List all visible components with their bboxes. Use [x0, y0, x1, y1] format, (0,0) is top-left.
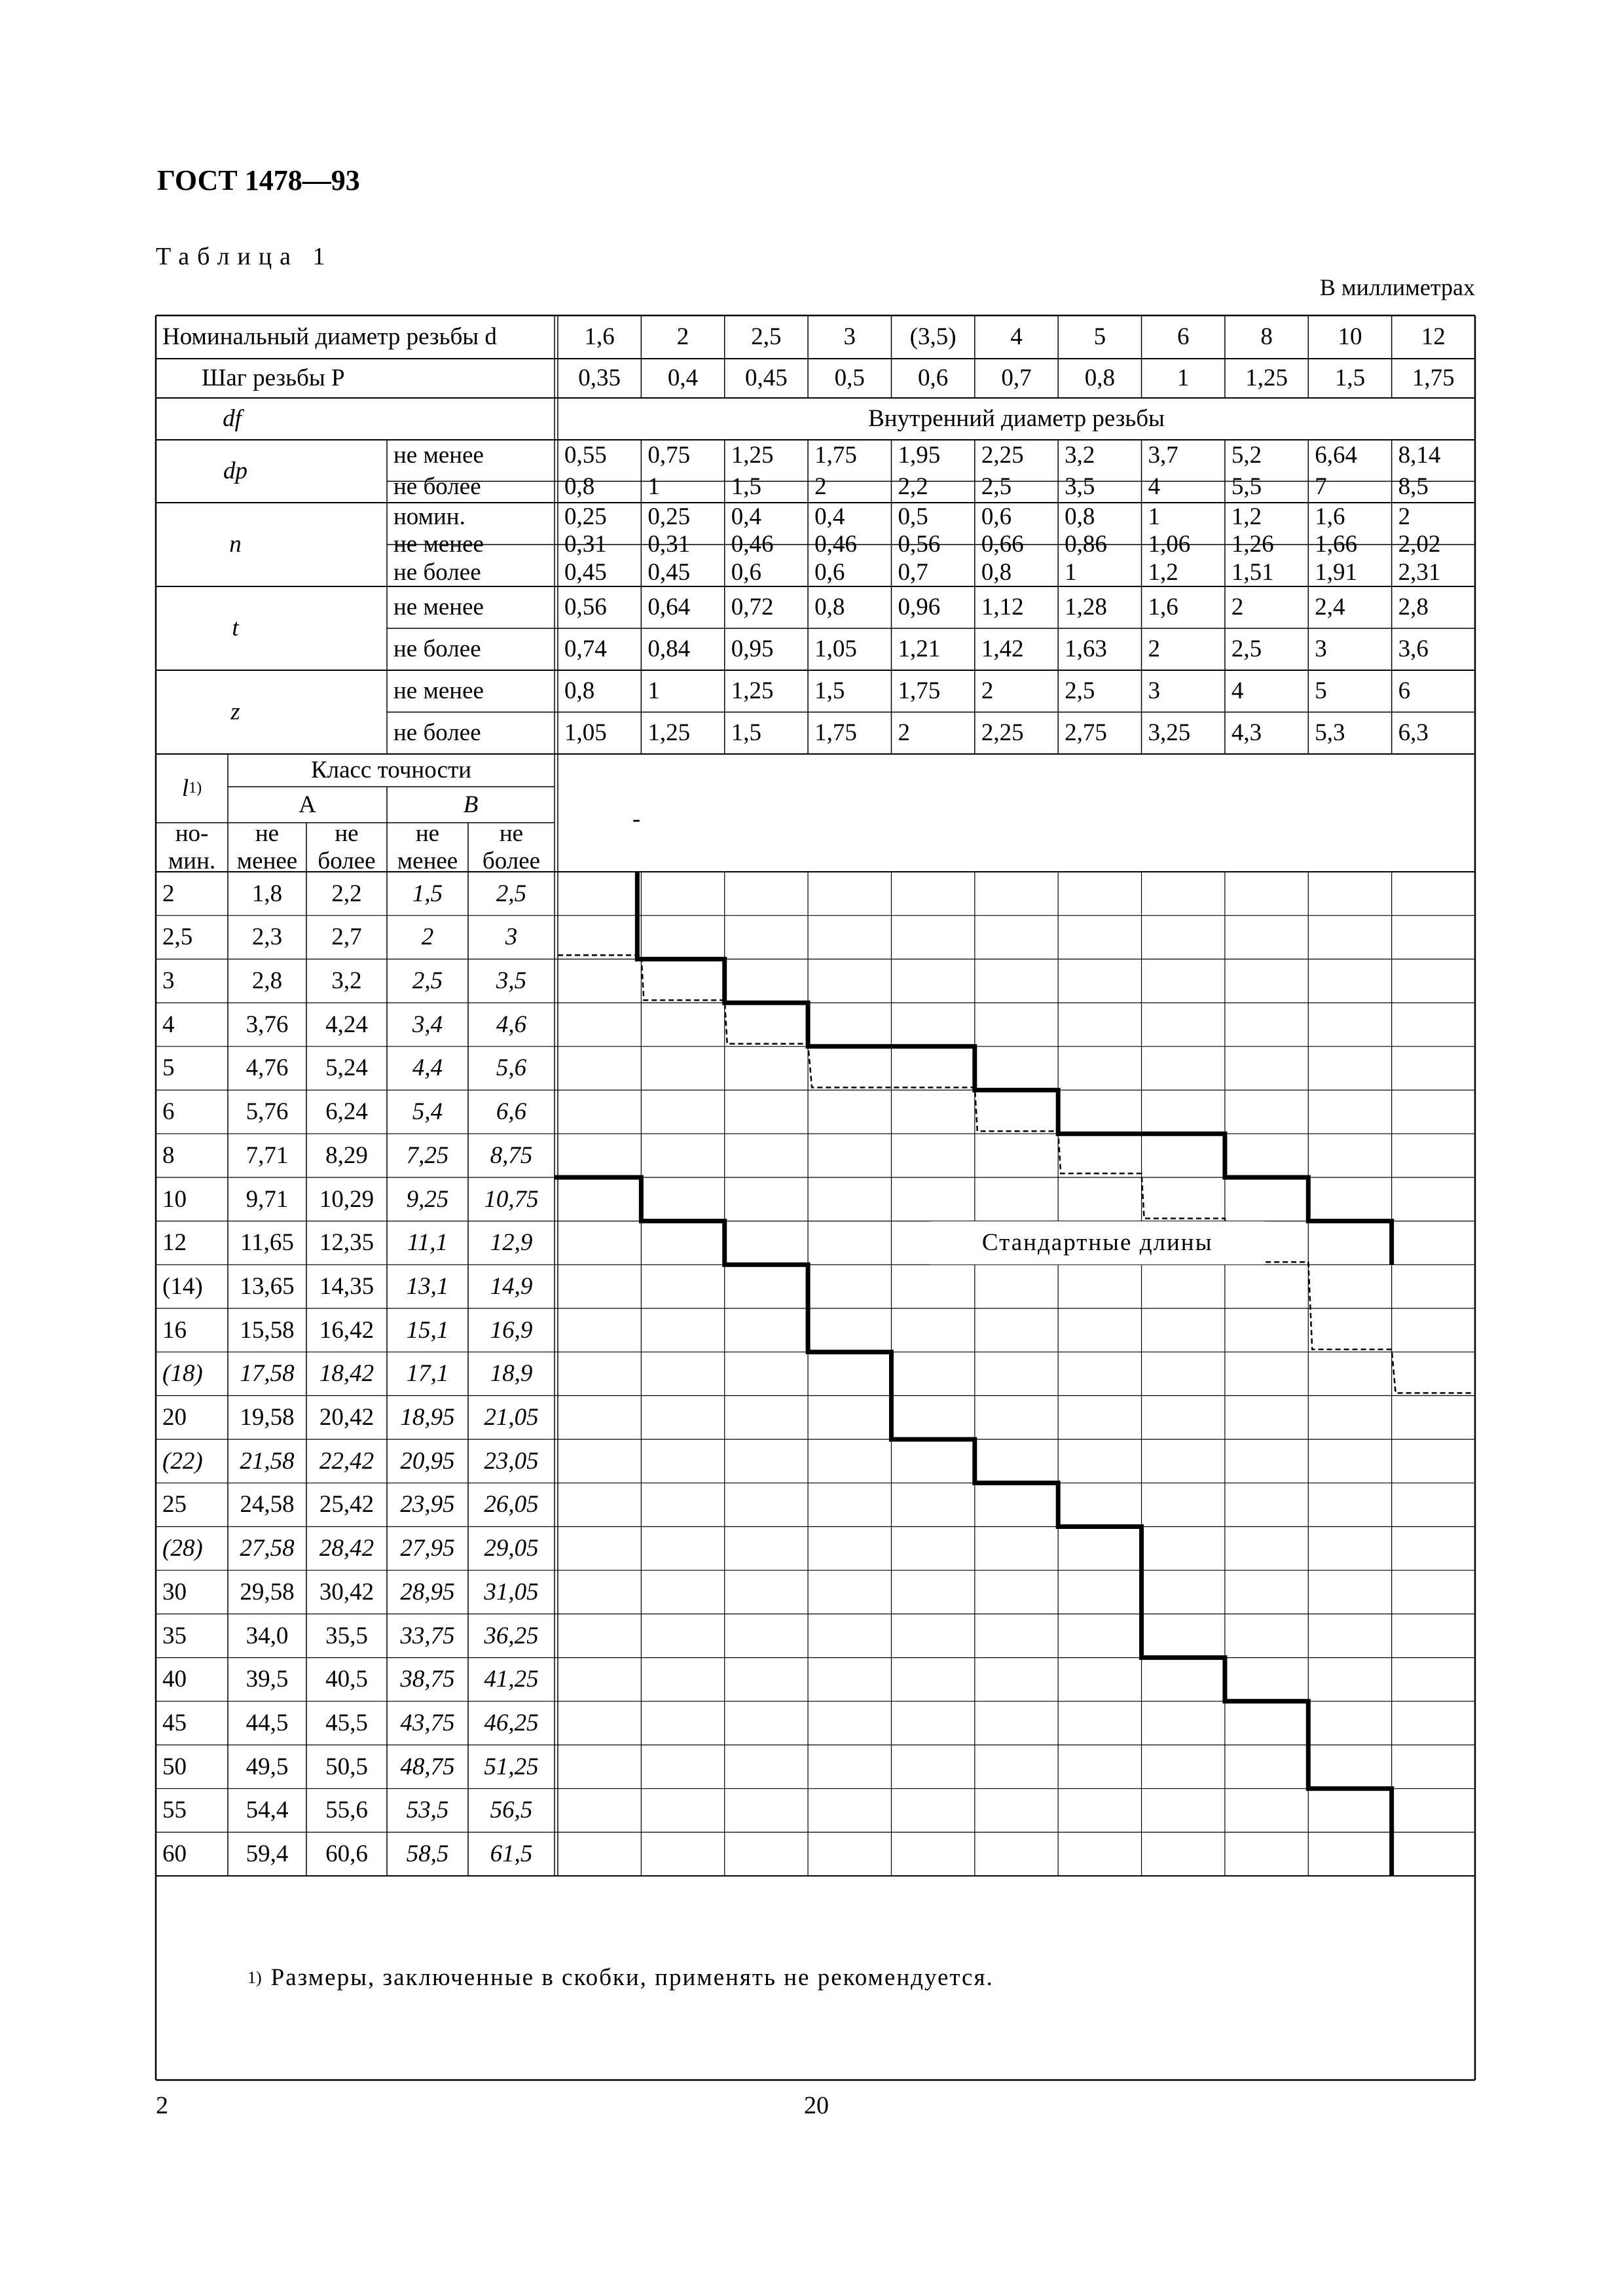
length-nominal: 30	[162, 1578, 187, 1605]
class-b-label: В	[463, 791, 479, 818]
length-b-max: 14,9	[490, 1272, 533, 1300]
length-b-max: 18,9	[490, 1360, 533, 1388]
length-b-max: 2,5	[496, 880, 527, 907]
param-value: 5,2	[1231, 442, 1262, 469]
param-value: 0,8	[564, 677, 595, 705]
param-value: 2	[898, 719, 910, 747]
length-b-min: 33,75	[400, 1622, 455, 1649]
length-a-min: 39,5	[246, 1666, 289, 1693]
length-a-min: 27,58	[240, 1535, 295, 1562]
length-b-max: 29,05	[484, 1535, 539, 1562]
param-value: 1,05	[814, 636, 857, 663]
length-b-max: 5,6	[496, 1054, 527, 1082]
param-value: 0,45	[564, 558, 607, 586]
length-nominal: 40	[162, 1666, 187, 1693]
param-value: 1	[647, 473, 660, 501]
param-value: 3	[1148, 677, 1161, 705]
thread-pitch-value: 0,6	[918, 365, 949, 392]
param-value: 0,46	[814, 531, 857, 558]
header-word: мин.	[168, 847, 216, 874]
length-a-max: 2,2	[331, 880, 362, 907]
length-b-min: 9,25	[406, 1185, 449, 1213]
length-a-max: 28,42	[319, 1535, 374, 1562]
length-b-min: 53,5	[406, 1797, 449, 1824]
param-row-label: номин.	[393, 503, 465, 530]
thread-pitch-value: 0,4	[667, 365, 699, 392]
length-l-label	[156, 754, 228, 823]
param-value: 0,8	[814, 594, 845, 621]
length-nominal: (28)	[162, 1535, 203, 1562]
param-value: 5	[1315, 677, 1327, 705]
param-row-label: не более	[393, 473, 481, 501]
param-symbol-dp: dp	[223, 457, 247, 485]
accuracy-class-label: Класс точности	[310, 757, 472, 784]
document-title: ГОСТ 1478—93	[157, 164, 360, 196]
param-symbol-z: z	[230, 698, 240, 726]
param-value: 1,06	[1148, 531, 1191, 558]
param-value: 0,8	[564, 473, 595, 501]
nominal-diameter-value: 2	[676, 323, 689, 351]
param-value: 1,28	[1065, 594, 1107, 621]
length-b-min: 38,75	[400, 1666, 455, 1693]
footnote-marker: 1)	[189, 780, 202, 797]
param-value: 2,5	[1065, 677, 1095, 705]
length-a-max: 60,6	[325, 1840, 368, 1868]
length-a-max: 5,24	[325, 1054, 368, 1082]
param-value: 1	[647, 677, 660, 705]
nominal-diameter-value: 8	[1260, 323, 1273, 351]
length-nominal: (22)	[162, 1447, 203, 1475]
param-value: 1,2	[1148, 558, 1178, 586]
header-word: не	[255, 820, 280, 848]
df-symbol: df	[223, 405, 242, 433]
length-b-max: 10,75	[484, 1185, 539, 1213]
length-a-min: 29,58	[240, 1578, 295, 1605]
length-b-max: 16,9	[490, 1316, 533, 1344]
length-b-min: 5,4	[412, 1098, 443, 1126]
header-word: более	[482, 847, 541, 874]
length-b-min: 11,1	[407, 1229, 448, 1257]
param-value: 1,75	[814, 442, 857, 469]
length-b-max: 6,6	[496, 1098, 527, 1126]
thread-pitch-value: 1	[1176, 365, 1190, 392]
length-nominal: 8	[162, 1141, 175, 1169]
class-a-min-header	[228, 820, 306, 874]
length-b-min: 20,95	[400, 1447, 455, 1475]
page-number-left: 2	[156, 2092, 168, 2119]
param-value: 0,6	[814, 558, 845, 586]
nominal-diameter-value: 6	[1176, 323, 1190, 351]
nonstandard-length-boundary	[558, 955, 1475, 1393]
length-b-min: 3,4	[412, 1011, 443, 1038]
param-value: 1,21	[898, 636, 941, 663]
param-value: 1,75	[898, 677, 941, 705]
param-value: 2	[1231, 594, 1244, 621]
length-a-max: 3,2	[331, 967, 362, 995]
param-value: 3,5	[1065, 473, 1095, 501]
param-value: 1	[1148, 503, 1161, 530]
header-word: менее	[397, 847, 458, 874]
param-value: 6,64	[1315, 442, 1358, 469]
length-a-max: 25,42	[319, 1491, 374, 1518]
param-row-label: не менее	[393, 677, 484, 705]
param-value: 0,74	[564, 636, 607, 663]
param-value: 0,6	[981, 503, 1012, 530]
length-a-min: 2,3	[251, 924, 283, 951]
param-value: 0,25	[647, 503, 691, 530]
param-value: 1,66	[1315, 531, 1358, 558]
param-value: 4,3	[1231, 719, 1262, 747]
param-value: 1,42	[981, 636, 1024, 663]
param-value: 0,56	[564, 594, 607, 621]
param-value: 4	[1231, 677, 1244, 705]
param-row-label: не менее	[393, 594, 484, 621]
param-value: 1,05	[564, 719, 607, 747]
length-a-max: 8,29	[325, 1141, 368, 1169]
length-b-min: 1,5	[412, 880, 443, 907]
length-a-min: 2,8	[251, 967, 283, 995]
param-value: 2	[1148, 636, 1161, 663]
param-value: 2,4	[1315, 594, 1345, 621]
length-a-max: 55,6	[325, 1797, 368, 1824]
dimensions-table	[156, 315, 1475, 2080]
length-b-min: 27,95	[400, 1535, 455, 1562]
length-nominal: 55	[162, 1797, 187, 1824]
length-a-min: 17,58	[240, 1360, 295, 1388]
param-value: 2	[814, 473, 827, 501]
length-b-min: 13,1	[406, 1272, 449, 1300]
param-value: 1,6	[1148, 594, 1178, 621]
length-a-max: 10,29	[319, 1185, 374, 1213]
param-value: 5,3	[1315, 719, 1345, 747]
nominal-diameter-value: (3,5)	[909, 323, 957, 351]
length-nominal: 20	[162, 1404, 187, 1431]
param-value: 0,45	[647, 558, 691, 586]
param-value: 1,95	[898, 442, 941, 469]
param-value: 1	[1065, 558, 1077, 586]
param-value: 7	[1315, 473, 1327, 501]
header-word: не	[415, 820, 440, 848]
nominal-length-header	[156, 820, 228, 874]
page-number-center: 20	[804, 2092, 829, 2119]
param-value: 0,84	[647, 636, 691, 663]
length-b-min: 2,5	[412, 967, 443, 995]
param-value: 0,7	[898, 558, 928, 586]
length-nominal: 35	[162, 1622, 187, 1649]
length-nominal: 2	[162, 880, 175, 907]
param-row-label: не менее	[393, 442, 484, 469]
length-nominal: (18)	[162, 1360, 203, 1388]
length-b-max: 31,05	[484, 1578, 539, 1605]
length-a-min: 13,65	[240, 1272, 295, 1300]
param-value: 6	[1398, 677, 1411, 705]
param-value: 0,8	[981, 558, 1012, 586]
thread-pitch-value: 0,5	[834, 365, 865, 392]
param-value: 0,55	[564, 442, 607, 469]
thread-pitch-value: 1,5	[1334, 365, 1366, 392]
param-value: 0,8	[1065, 503, 1095, 530]
length-a-min: 11,65	[240, 1229, 294, 1257]
length-a-min: 49,5	[246, 1753, 289, 1780]
length-a-min: 54,4	[246, 1797, 289, 1824]
param-value: 1,25	[731, 442, 774, 469]
param-value: 1,25	[731, 677, 774, 705]
length-a-max: 12,35	[319, 1229, 374, 1257]
param-value: 0,86	[1065, 531, 1107, 558]
param-value: 0,5	[898, 503, 928, 530]
header-word: не	[335, 820, 359, 848]
header-word: не	[499, 820, 524, 848]
thread-pitch-value: 0,7	[1001, 365, 1032, 392]
param-value: 0,66	[981, 531, 1024, 558]
param-value: 2,75	[1065, 719, 1107, 747]
length-b-max: 23,05	[484, 1447, 539, 1475]
param-value: 0,72	[731, 594, 774, 621]
length-b-max: 56,5	[490, 1797, 533, 1824]
param-value: 3,6	[1398, 636, 1429, 663]
param-value: 2,02	[1398, 531, 1441, 558]
param-value: 1,5	[731, 473, 761, 501]
length-a-max: 22,42	[319, 1447, 374, 1475]
param-value: 1,6	[1315, 503, 1345, 530]
param-value: 1,5	[814, 677, 845, 705]
length-nominal: 6	[162, 1098, 175, 1126]
length-nominal: 4	[162, 1011, 175, 1038]
dash-mark: -	[632, 806, 641, 833]
length-nominal: 50	[162, 1753, 187, 1780]
length-b-min: 2	[421, 924, 434, 951]
param-value: 4	[1148, 473, 1161, 501]
length-nominal: 45	[162, 1709, 187, 1736]
length-b-max: 36,25	[484, 1622, 539, 1649]
standard-length-boundary	[555, 872, 1392, 1876]
class-b-max-header	[468, 820, 555, 874]
param-value: 0,75	[647, 442, 691, 469]
length-b-min: 7,25	[406, 1141, 449, 1169]
param-row-label: не более	[393, 636, 481, 663]
length-a-max: 30,42	[319, 1578, 374, 1605]
length-b-max: 12,9	[490, 1229, 533, 1257]
nominal-diameter-value: 10	[1338, 323, 1362, 351]
param-value: 0,4	[814, 503, 845, 530]
param-row-label: не более	[393, 719, 481, 747]
param-value: 1,2	[1231, 503, 1262, 530]
param-row-label: не более	[393, 558, 481, 586]
units-note: В миллиметрах	[1319, 274, 1475, 300]
nominal-diameter-label: Номинальный диаметр резьбы d	[162, 323, 497, 351]
param-value: 0,6	[731, 558, 761, 586]
length-nominal: 25	[162, 1491, 187, 1518]
length-a-min: 19,58	[240, 1404, 295, 1431]
param-value: 8,5	[1398, 473, 1429, 501]
length-b-max: 26,05	[484, 1491, 539, 1518]
length-a-max: 6,24	[325, 1098, 368, 1126]
length-b-min: 23,95	[400, 1491, 455, 1518]
length-a-min: 15,58	[240, 1316, 295, 1344]
length-nominal: (14)	[162, 1272, 203, 1300]
param-value: 0,96	[898, 594, 941, 621]
param-symbol-n: n	[229, 531, 242, 558]
param-value: 2,5	[1231, 636, 1262, 663]
length-a-max: 20,42	[319, 1404, 374, 1431]
param-value: 1,26	[1231, 531, 1274, 558]
nominal-diameter-value: 3	[843, 323, 856, 351]
length-a-max: 4,24	[325, 1011, 368, 1038]
header-word: менее	[236, 847, 298, 874]
header-word: более	[318, 847, 376, 874]
length-nominal: 60	[162, 1840, 187, 1868]
param-value: 0,95	[731, 636, 774, 663]
length-a-min: 24,58	[240, 1491, 295, 1518]
param-value: 2	[981, 677, 994, 705]
class-a-label: А	[299, 791, 316, 818]
length-a-max: 2,7	[331, 924, 362, 951]
length-nominal: 3	[162, 967, 175, 995]
length-a-min: 44,5	[246, 1709, 289, 1736]
param-value: 1,5	[731, 719, 761, 747]
param-value: 3,2	[1065, 442, 1095, 469]
param-value: 0,46	[731, 531, 774, 558]
length-b-max: 3,5	[496, 967, 527, 995]
param-symbol-t: t	[232, 615, 239, 642]
length-b-min: 48,75	[400, 1753, 455, 1780]
length-a-min: 4,76	[246, 1054, 289, 1082]
nominal-diameter-value: 4	[1010, 323, 1023, 351]
length-b-min: 15,1	[406, 1316, 449, 1344]
param-value: 3,7	[1148, 442, 1178, 469]
length-a-min: 3,76	[246, 1011, 289, 1038]
param-value: 3	[1315, 636, 1327, 663]
nominal-diameter-value: 12	[1421, 323, 1446, 351]
param-value: 1,63	[1065, 636, 1107, 663]
class-b-min-header	[387, 820, 468, 874]
nominal-diameter-value: 2,5	[751, 323, 782, 351]
length-b-min: 4,4	[412, 1054, 443, 1082]
length-a-min: 5,76	[246, 1098, 289, 1126]
length-b-min: 28,95	[400, 1578, 455, 1605]
length-nominal: 5	[162, 1054, 175, 1082]
param-value: 1,75	[814, 719, 857, 747]
length-b-max: 46,25	[484, 1709, 539, 1736]
footnote	[156, 1876, 1475, 2080]
length-b-min: 17,1	[406, 1360, 449, 1388]
length-a-max: 16,42	[319, 1316, 374, 1344]
thread-pitch-value: 0,35	[578, 365, 621, 392]
header-word: но-	[175, 820, 209, 848]
l-label-text: l	[181, 774, 189, 802]
param-value: 2,2	[898, 473, 928, 501]
length-a-max: 45,5	[325, 1709, 368, 1736]
param-value: 0,4	[731, 503, 761, 530]
thread-pitch-label: Шаг резьбы P	[202, 365, 345, 392]
nominal-diameter-value: 5	[1093, 323, 1106, 351]
param-value: 6,3	[1398, 719, 1429, 747]
param-value: 0,56	[898, 531, 941, 558]
standard-lengths-label: Стандартные длины	[930, 1221, 1264, 1265]
length-b-min: 43,75	[400, 1709, 455, 1736]
param-value: 3,25	[1148, 719, 1191, 747]
thread-pitch-value: 0,8	[1084, 365, 1115, 392]
param-value: 1,91	[1315, 558, 1358, 586]
thread-pitch-value: 0,45	[745, 365, 788, 392]
param-value: 8,14	[1398, 442, 1441, 469]
length-b-max: 8,75	[490, 1141, 533, 1169]
param-value: 2,5	[981, 473, 1012, 501]
param-value: 1,25	[647, 719, 691, 747]
table-caption: Таблица 1	[156, 243, 333, 270]
length-b-max: 21,05	[484, 1404, 539, 1431]
param-value: 5,5	[1231, 473, 1262, 501]
param-value: 2,25	[981, 442, 1024, 469]
footnote-marker: 1)	[247, 1968, 262, 1988]
length-b-min: 18,95	[400, 1404, 455, 1431]
length-nominal: 16	[162, 1316, 187, 1344]
length-a-max: 35,5	[325, 1622, 368, 1649]
length-b-max: 41,25	[484, 1666, 539, 1693]
footnote-text: Размеры, заключенные в скобки, применять не рекомендуется.	[270, 1964, 994, 1992]
length-a-min: 59,4	[246, 1840, 289, 1868]
param-value: 0,31	[647, 531, 691, 558]
length-b-max: 3	[505, 924, 518, 951]
length-nominal: 12	[162, 1229, 187, 1257]
param-row-label: не менее	[393, 531, 484, 558]
length-a-min: 34,0	[246, 1622, 289, 1649]
param-value: 1,12	[981, 594, 1024, 621]
param-value: 0,64	[647, 594, 691, 621]
length-b-min: 58,5	[406, 1840, 449, 1868]
nominal-diameter-value: 1,6	[584, 323, 615, 351]
length-nominal: 2,5	[162, 924, 193, 951]
param-value: 2,31	[1398, 558, 1441, 586]
length-a-max: 14,35	[319, 1272, 374, 1300]
length-a-max: 40,5	[325, 1666, 368, 1693]
length-b-max: 61,5	[490, 1840, 533, 1868]
length-a-max: 50,5	[325, 1753, 368, 1780]
length-a-min: 1,8	[251, 880, 283, 907]
param-value: 0,31	[564, 531, 607, 558]
internal-diameter-text: Внутренний диаметр резьбы	[868, 405, 1165, 433]
param-value: 0,25	[564, 503, 607, 530]
length-a-min: 21,58	[240, 1447, 295, 1475]
thread-pitch-value: 1,75	[1412, 365, 1455, 392]
length-a-min: 9,71	[246, 1185, 289, 1213]
length-b-max: 51,25	[484, 1753, 539, 1780]
thread-pitch-value: 1,25	[1245, 365, 1288, 392]
param-value: 1,51	[1231, 558, 1274, 586]
param-value: 2	[1398, 503, 1411, 530]
length-a-max: 18,42	[319, 1360, 374, 1388]
length-b-max: 4,6	[496, 1011, 527, 1038]
length-a-min: 7,71	[246, 1141, 289, 1169]
length-nominal: 10	[162, 1185, 187, 1213]
class-a-max-header	[306, 820, 387, 874]
param-value: 2,25	[981, 719, 1024, 747]
param-value: 2,8	[1398, 594, 1429, 621]
